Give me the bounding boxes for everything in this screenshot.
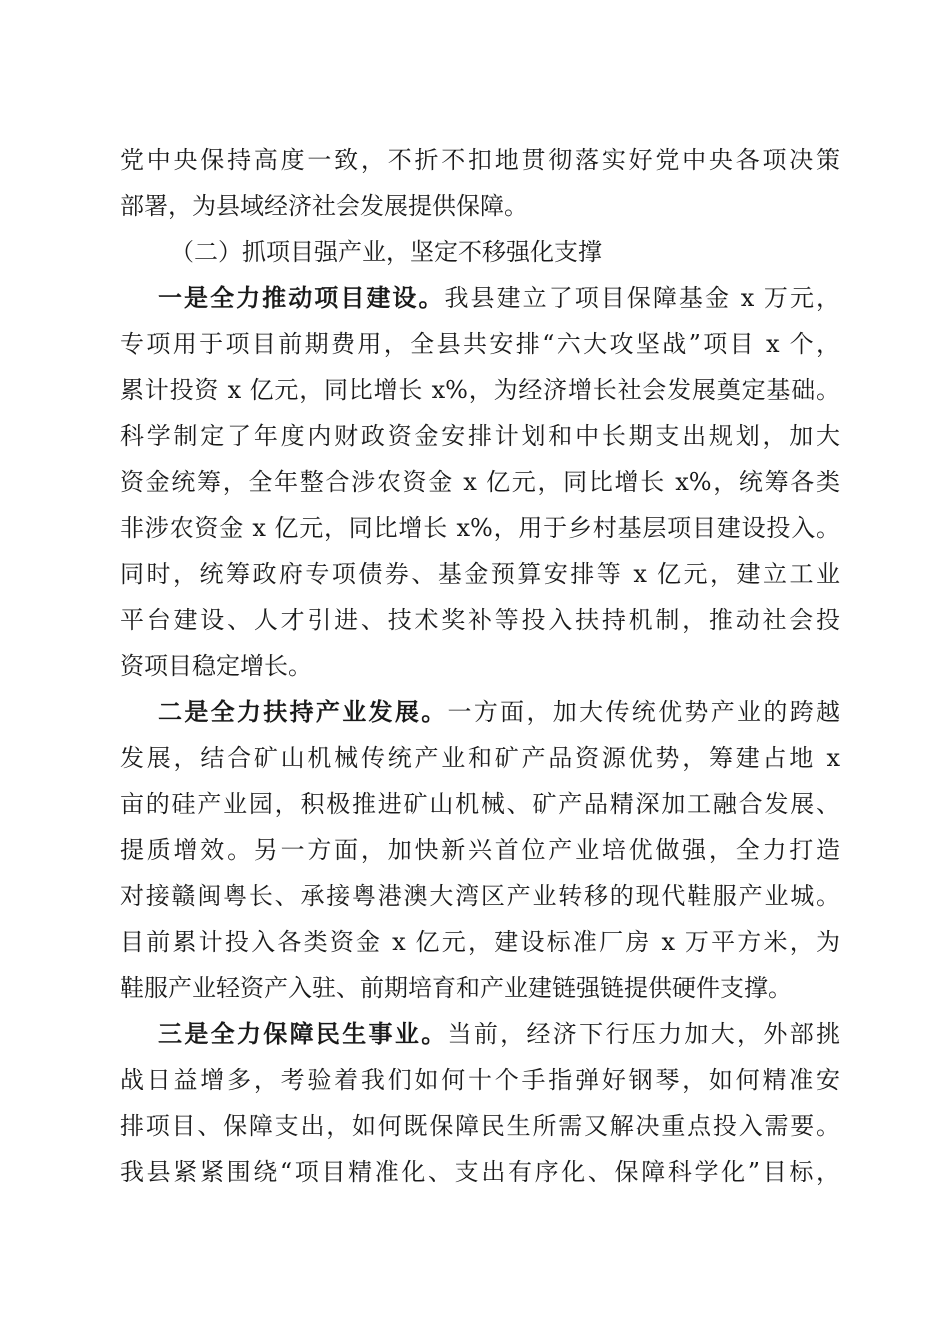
paragraph-1-line: 资项目稳定增长。 (120, 652, 312, 680)
paragraph-2-first-line-text: 一方面，加大传统优势产业的跨越 (447, 698, 841, 726)
paragraph-2-line: 鞋服产业轻资产入驻、前期培育和产业建链强链提供硬件支撑。 (120, 974, 792, 1002)
paragraph-3-line: 战日益增多，考验着我们如何十个手指弹好钢琴，如何精准安 (120, 1066, 840, 1094)
paragraph-2-line: 亩的硅产业园，积极推进矿山机械、矿产品精深加工融合发展、 (120, 790, 840, 818)
paragraph-2-lead: 二是全力扶持产业发展。 (158, 697, 448, 726)
paragraph-3-lead: 三是全力保障民生事业。 (158, 1019, 448, 1048)
section-heading: （二）抓项目强产业，坚定不移强化支撑 (170, 238, 602, 266)
paragraph-1-line: 同时，统筹政府专项债券、基金预算安排等 x 亿元，建立工业 (120, 560, 840, 588)
intro-line-2: 部署，为县域经济社会发展提供保障。 (120, 192, 528, 220)
paragraph-3-line: 我县紧紧围绕“项目精准化、支出有序化、保障科学化”目标， (120, 1158, 840, 1186)
paragraph-1-line: 科学制定了年度内财政资金安排计划和中长期支出规划，加大 (120, 422, 840, 450)
paragraph-1-line: 专项用于项目前期费用，全县共安排“六大攻坚战”项目 x 个， (120, 330, 840, 358)
paragraph-2-line: 发展，结合矿山机械传统产业和矿产品资源优势，筹建占地 x (120, 744, 840, 772)
paragraph-3-first-line (120, 1011, 840, 1057)
paragraph-1-line: 平台建设、人才引进、技术奖补等投入扶持机制，推动社会投 (120, 606, 840, 634)
intro-line-1: 党中央保持高度一致，不折不扣地贯彻落实好党中央各项决策 (120, 146, 840, 174)
paragraph-1-line: 累计投资 x 亿元，同比增长 x%，为经济增长社会发展奠定基础。 (120, 376, 840, 404)
paragraph-1-line: 非涉农资金 x 亿元，同比增长 x%，用于乡村基层项目建设投入。 (120, 514, 840, 542)
paragraph-2-line: 目前累计投入各类资金 x 亿元，建设标准厂房 x 万平方米，为 (120, 928, 840, 956)
paragraph-1-first-line (120, 275, 840, 321)
paragraph-3-first-line-text: 当前，经济下行压力加大，外部挑 (447, 1020, 841, 1048)
paragraph-1-line: 资金统筹，全年整合涉农资金 x 亿元，同比增长 x%，统筹各类 (120, 468, 840, 496)
document-body (120, 137, 840, 1195)
paragraph-2-line: 提质增效。另一方面，加快新兴首位产业培优做强，全力打造 (120, 836, 840, 864)
paragraph-2-line: 对接赣闽粤长、承接粤港澳大湾区产业转移的现代鞋服产业城。 (120, 882, 840, 910)
paragraph-2-first-line (120, 689, 840, 735)
paragraph-3-line: 排项目、保障支出，如何既保障民生所需又解决重点投入需要。 (120, 1112, 840, 1140)
paragraph-1-first-line-text: 我县建立了项目保障基金 x 万元， (444, 284, 841, 312)
paragraph-1-lead: 一是全力推动项目建设。 (158, 283, 445, 312)
